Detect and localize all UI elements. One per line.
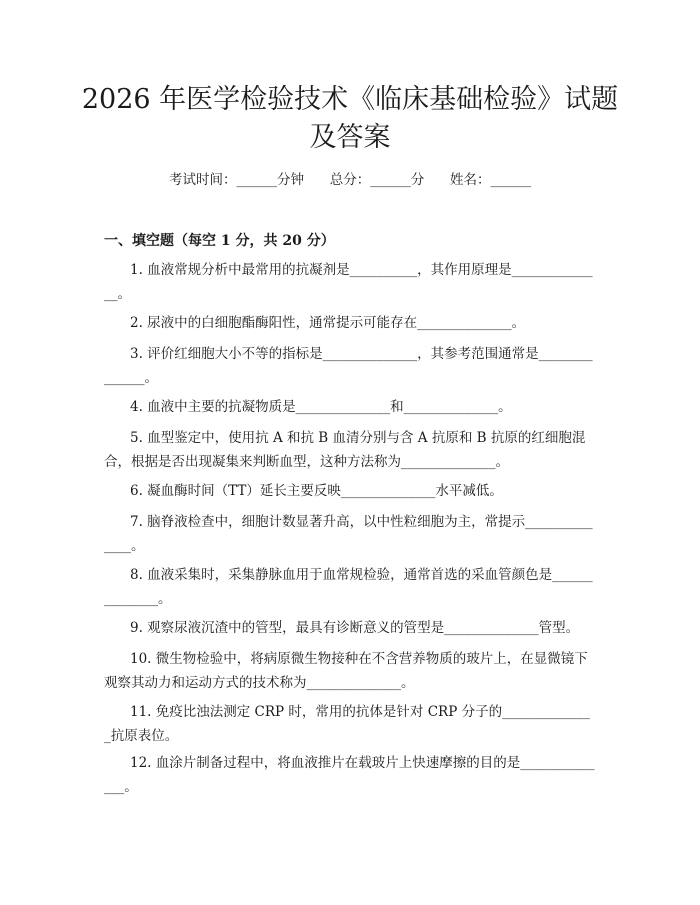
- question-item: 8. 血液采集时，采集静脉血用于血常规检验，通常首选的采血管颜色是______________。: [104, 567, 593, 607]
- question-item: 2. 尿液中的白细胞酯酶阳性，通常提示可能存在______________。: [130, 315, 526, 331]
- question-item: 9. 观察尿液沉渣中的管型，最具有诊断意义的管型是______________管型。: [130, 620, 580, 636]
- question-item: 6. 凝血酶时间（TT）延长主要反映______________水平减低。: [130, 483, 503, 499]
- exam-meta-line: 考试时间：______分钟 总分：______分 姓名：______: [169, 172, 531, 188]
- question-item: 1. 血液常规分析中最常用的抗凝剂是__________，其作用原理是______________。: [104, 262, 593, 302]
- question-item: 5. 血型鉴定中，使用抗 A 和抗 B 血清分别与含 A 抗原和 B 抗原的红细胞混合，根据是否出现凝集来判断血型，这种方法称为______________。: [104, 430, 586, 470]
- question-item: 3. 评价红细胞大小不等的指标是______________，其参考范围通常是______________。: [104, 346, 593, 386]
- question-item: 10. 微生物检验中，将病原微生物接种在不含营养物质的玻片上，在显微镜下观察其动力和运动方式的技术称为______________。: [104, 651, 588, 691]
- question-item: 4. 血液中主要的抗凝物质是______________和______________。: [130, 399, 512, 415]
- question-item: 7. 脑脊液检查中，细胞计数显著升高，以中性粒细胞为主，常提示______________。: [104, 514, 593, 554]
- question-item: 12. 血涂片制备过程中，将血液推片在载玻片上快速摩擦的目的是______________。: [104, 755, 595, 795]
- page-title-continued: 及答案: [309, 122, 391, 153]
- question-item: 11. 免疫比浊法测定 CRP 时，常用的抗体是针对 CRP 分子的______________抗原表位。: [104, 704, 590, 744]
- section-heading: 一、填空题（每空 1 分，共 20 分）: [104, 233, 335, 249]
- page-title: 2026 年医学检验技术《临床基础检验》试题: [81, 84, 619, 115]
